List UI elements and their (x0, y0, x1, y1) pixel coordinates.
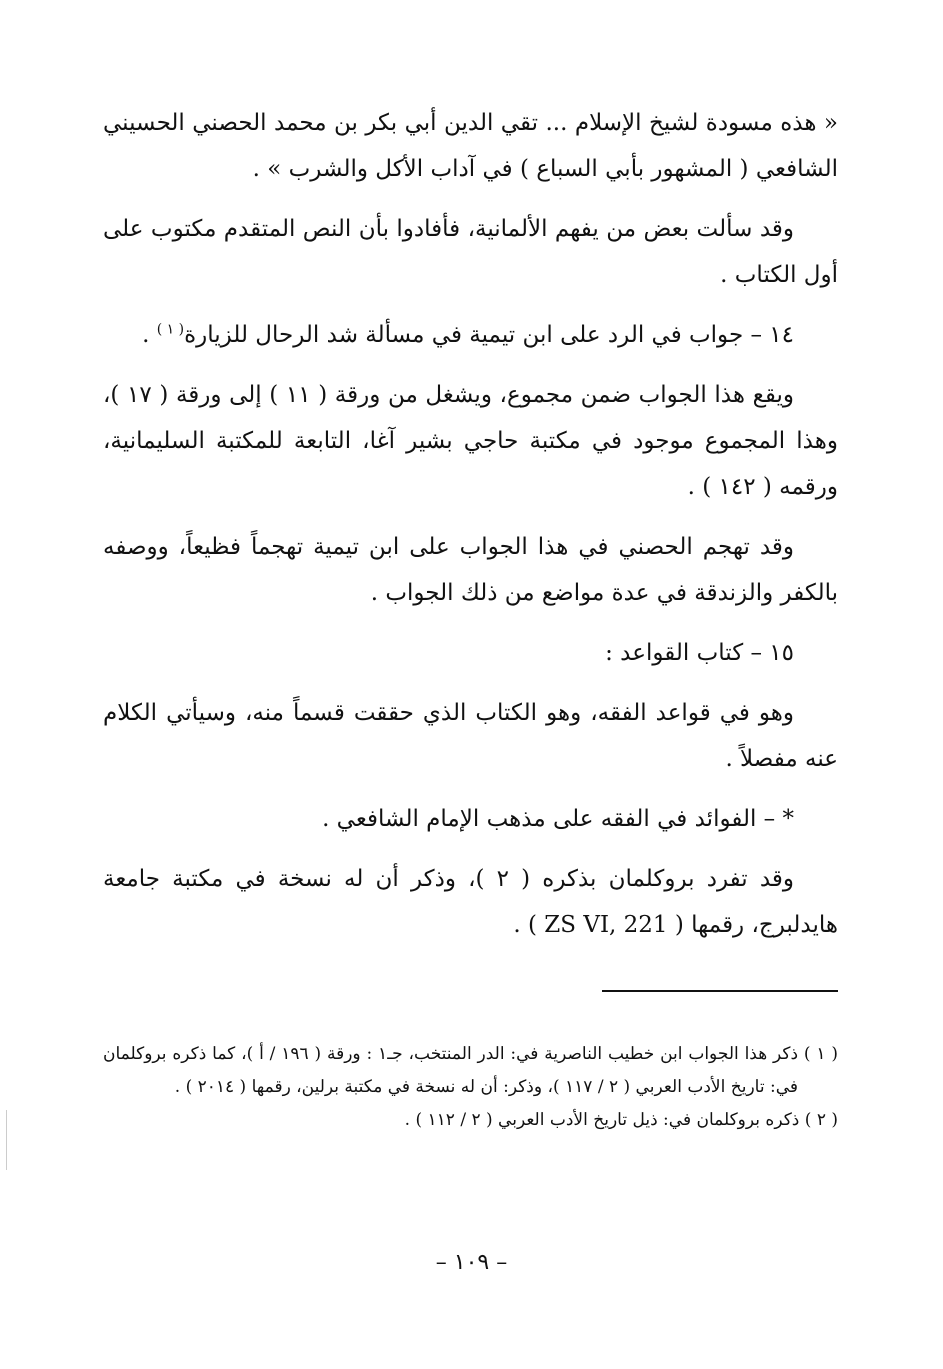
paragraph-text: وهو في قواعد الفقه، وهو الكتاب الذي حققت قسماً منه، وسيأتي الكلام عنه مفصلاً . (103, 700, 838, 772)
item-text: ١٤ – جواب في الرد على ابن تيمية في مسألة شد الرحال للزيارة (184, 322, 794, 348)
numbered-item-14 (103, 312, 838, 358)
item-tail: . (142, 322, 157, 348)
numbered-item-15 (103, 630, 838, 676)
paragraph-text: وقد تهجم الحصني في هذا الجواب على ابن تيمية تهجماً فظيعاً، ووصفه بالكفر والزندقة في عدة مواضع من ذلك الجواب . (103, 534, 838, 606)
item-text: ١٥ – كتاب القواعد : (605, 640, 794, 666)
paragraph-text: « هذه مسودة لشيخ الإسلام ... تقي الدين أبي بكر بن محمد الحصني الحسيني الشافعي ( المشهور بأبي السباع ) في آداب الأكل والشرب » . (103, 110, 838, 182)
scan-margin-line (6, 1110, 7, 1170)
body-paragraph (103, 206, 838, 298)
main-text (103, 100, 838, 962)
paragraph-text: وقد تفرد بروكلمان بذكره ( ٢ )، وذكر أن له نسخة في مكتبة جامعة هايدلبرج، رقمها ( ZS VI, 221 ) . (103, 866, 838, 938)
body-paragraph (103, 690, 838, 782)
quote-paragraph (103, 100, 838, 192)
page-number: – ١٠٩ – (435, 1250, 508, 1275)
item-text: * – الفوائد في الفقه على مذهب الإمام الشافعي . (322, 806, 794, 832)
paragraph-text: وقد سألت بعض من يفهم الألمانية، فأفادوا بأن النص المتقدم مكتوب على أول الكتاب . (103, 216, 838, 288)
paragraph-text: ويقع هذا الجواب ضمن مجموع، ويشغل من ورقة ( ١١ ) إلى ورقة ( ١٧ )، وهذا المجموع موجود في مكتبة حاجي بشير آغا، التابعة للمكتبة السليمانية، ورقمه ( ١٤٢ ) . (103, 382, 838, 500)
starred-item (103, 796, 838, 842)
footnote-1: ( ١ ) ذكر هذا الجواب ابن خطيب الناصرية في: الدر المنتخب، جـ١ : ورقة ( ١٩٦ / أ )، كما ذكره بروكلمان في: تاريخ الأدب العربي ( ٢ / ١١٧ )، وذكر: أن له نسخة في مكتبة برلين، رقمها ( ٢٠١٤ ) . (103, 1044, 839, 1097)
footnotes (103, 1038, 838, 1137)
footnote-marker: ( ١ ) (156, 321, 185, 338)
footnote-2: ( ٢ ) ذكره بروكلمان في: ذيل تاريخ الأدب العربي ( ٢ / ١١٢ ) . (404, 1110, 838, 1130)
body-paragraph (103, 856, 838, 948)
body-paragraph (103, 524, 838, 616)
footnote-divider (602, 990, 838, 992)
body-paragraph (103, 372, 838, 510)
